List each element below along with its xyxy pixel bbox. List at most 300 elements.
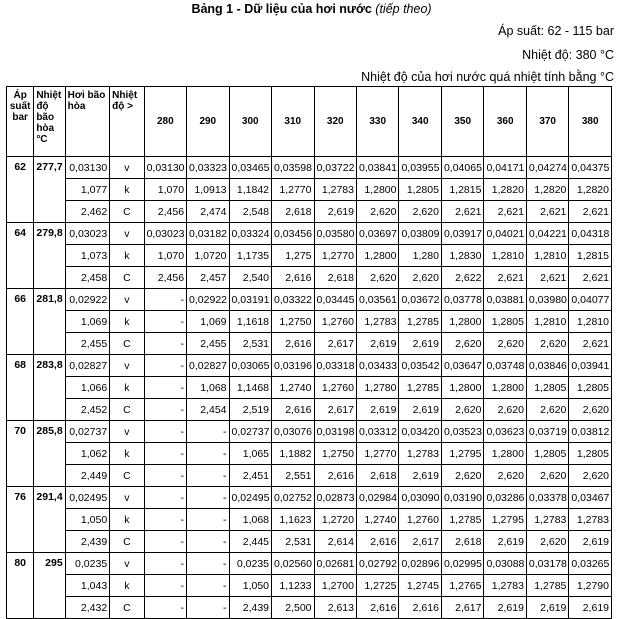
table-row: [7, 443, 612, 465]
value-cell: 0,03378: [526, 487, 568, 509]
value-cell: 2,620: [441, 333, 483, 355]
value-cell: 1,2765: [441, 575, 483, 597]
value-cell: 0,03065: [229, 355, 271, 377]
sat-steam-cell: 0,03023: [65, 223, 110, 245]
value-cell: 0,02984: [356, 487, 398, 509]
value-cell: 0,03465: [229, 157, 271, 179]
value-cell: 2,540: [229, 267, 271, 289]
value-cell: 2,619: [399, 399, 441, 421]
value-cell: 2,531: [272, 531, 314, 553]
value-cell: -: [144, 509, 186, 531]
value-cell: 2,519: [229, 399, 271, 421]
value-cell: 1,069: [187, 311, 229, 333]
value-cell: 2,445: [229, 531, 271, 553]
value-cell: 2,619: [484, 597, 526, 619]
value-cell: 0,03088: [484, 553, 526, 575]
table-title: [0, 2, 623, 16]
value-cell: 2,451: [229, 465, 271, 487]
value-cell: 0,02995: [441, 553, 483, 575]
sat-temp-cell: 295: [34, 553, 65, 619]
value-cell: 2,620: [441, 399, 483, 421]
value-cell: 0,03748: [484, 355, 526, 377]
value-cell: 2,551: [272, 465, 314, 487]
table-title-main: Bảng 1 - Dữ liệu của hơi nước: [191, 2, 372, 16]
value-cell: 1,2783: [526, 509, 568, 531]
value-cell: 1,1468: [229, 377, 271, 399]
sat-temp-cell: 281,8: [34, 289, 65, 355]
value-cell: 1,2810: [484, 245, 526, 267]
sat-temp-cell: 285,8: [34, 421, 65, 487]
value-cell: 0,03523: [441, 421, 483, 443]
value-cell: 0,04021: [484, 223, 526, 245]
value-cell: 0,02896: [399, 553, 441, 575]
sat-steam-cell: 0,03130: [65, 157, 110, 179]
sat-temp-cell: 291,4: [34, 487, 65, 553]
symbol-cell: C: [110, 399, 144, 421]
header-temp-10: 380: [569, 87, 612, 157]
value-cell: 0,03809: [399, 223, 441, 245]
table-row: [7, 575, 612, 597]
value-cell: 1,275: [272, 245, 314, 267]
symbol-cell: C: [110, 597, 144, 619]
value-cell: -: [187, 531, 229, 553]
value-cell: 0,03182: [187, 223, 229, 245]
value-cell: 0,03312: [356, 421, 398, 443]
value-cell: -: [144, 487, 186, 509]
value-cell: 2,619: [314, 201, 356, 223]
value-cell: 2,616: [399, 597, 441, 619]
value-cell: 2,614: [314, 531, 356, 553]
value-cell: -: [187, 487, 229, 509]
value-cell: 2,616: [356, 531, 398, 553]
value-cell: 0,03812: [569, 421, 612, 443]
header-temp-5: 330: [356, 87, 398, 157]
value-cell: 2,616: [272, 333, 314, 355]
value-cell: 0,03178: [526, 553, 568, 575]
value-cell: 2,619: [356, 399, 398, 421]
value-cell: 2,621: [569, 333, 612, 355]
sat-steam-cell: 0,02495: [65, 487, 110, 509]
value-cell: 1,1233: [272, 575, 314, 597]
value-cell: 1,2805: [526, 443, 568, 465]
table-row: [7, 487, 612, 509]
header-temp: Nhiệt độ >: [110, 87, 144, 157]
value-cell: 1,2785: [399, 311, 441, 333]
value-cell: 0,02873: [314, 487, 356, 509]
value-cell: 1,2810: [526, 311, 568, 333]
value-cell: -: [187, 597, 229, 619]
value-cell: 1,1618: [229, 311, 271, 333]
table-row: [7, 597, 612, 619]
value-cell: 2,621: [484, 201, 526, 223]
value-cell: 1,2795: [484, 509, 526, 531]
value-cell: 2,620: [569, 399, 612, 421]
value-cell: 1,2815: [569, 245, 612, 267]
symbol-cell: C: [110, 201, 144, 223]
value-cell: 1,2800: [356, 245, 398, 267]
pressure-cell: 76: [7, 487, 34, 553]
value-cell: 2,619: [569, 597, 612, 619]
value-cell: 1,2800: [356, 179, 398, 201]
value-cell: -: [187, 553, 229, 575]
value-cell: 0,03191: [229, 289, 271, 311]
table-row: [7, 311, 612, 333]
table-row: [7, 333, 612, 355]
sat-steam-cell: 0,02737: [65, 421, 110, 443]
value-cell: 2,619: [484, 531, 526, 553]
value-cell: 2,619: [569, 531, 612, 553]
value-cell: 2,622: [441, 267, 483, 289]
symbol-cell: k: [110, 575, 144, 597]
value-cell: 1,2785: [526, 575, 568, 597]
value-cell: 1,0913: [187, 179, 229, 201]
value-cell: 0,03623: [484, 421, 526, 443]
value-cell: 0,02737: [229, 421, 271, 443]
value-cell: 2,620: [356, 201, 398, 223]
value-cell: 0,04318: [569, 223, 612, 245]
value-cell: 1,2790: [569, 575, 612, 597]
value-cell: -: [187, 575, 229, 597]
symbol-cell: v: [110, 553, 144, 575]
value-cell: 1,2815: [441, 179, 483, 201]
value-cell: 0,04375: [569, 157, 612, 179]
value-cell: 1,2805: [399, 179, 441, 201]
sat-steam-cell: 1,050: [65, 509, 110, 531]
sat-steam-cell: 2,452: [65, 399, 110, 421]
value-cell: 0,03190: [441, 487, 483, 509]
table-row: [7, 267, 612, 289]
value-cell: 2,620: [484, 399, 526, 421]
value-cell: 1,068: [187, 377, 229, 399]
header-temp-8: 360: [484, 87, 526, 157]
sat-steam-cell: 2,458: [65, 267, 110, 289]
value-cell: 1,2800: [441, 377, 483, 399]
value-cell: 0,03778: [441, 289, 483, 311]
value-cell: 2,456: [144, 267, 186, 289]
value-cell: -: [144, 399, 186, 421]
value-cell: 1,2760: [314, 377, 356, 399]
value-cell: 0,03456: [272, 223, 314, 245]
header-sat-temp: Nhiệt độ bão hòa °C: [34, 87, 65, 157]
sat-steam-cell: 0,0235: [65, 553, 110, 575]
sat-steam-cell: 2,455: [65, 333, 110, 355]
value-cell: 1,2783: [314, 179, 356, 201]
value-cell: 0,03265: [569, 553, 612, 575]
value-cell: 0,03023: [144, 223, 186, 245]
value-cell: 2,619: [399, 465, 441, 487]
value-cell: 0,03841: [356, 157, 398, 179]
value-cell: 2,454: [187, 399, 229, 421]
value-cell: 0,03580: [314, 223, 356, 245]
value-cell: 0,03719: [526, 421, 568, 443]
value-cell: 0,02827: [187, 355, 229, 377]
value-cell: 1,0720: [187, 245, 229, 267]
value-cell: 2,456: [144, 201, 186, 223]
sat-steam-cell: 1,062: [65, 443, 110, 465]
value-cell: -: [144, 443, 186, 465]
value-cell: 0,02560: [272, 553, 314, 575]
table-row: [7, 223, 612, 245]
value-cell: -: [187, 443, 229, 465]
header-temp-9: 370: [526, 87, 568, 157]
value-cell: 1,2770: [314, 245, 356, 267]
value-cell: 2,548: [229, 201, 271, 223]
symbol-cell: k: [110, 377, 144, 399]
symbol-cell: k: [110, 509, 144, 531]
symbol-cell: v: [110, 487, 144, 509]
value-cell: 0,03955: [399, 157, 441, 179]
table-row: [7, 179, 612, 201]
value-cell: 2,618: [356, 465, 398, 487]
value-cell: 2,617: [441, 597, 483, 619]
value-cell: 1,2805: [569, 377, 612, 399]
value-cell: 0,03198: [314, 421, 356, 443]
temperature-label: Nhiệt độ: 380 °C: [522, 48, 614, 62]
value-cell: 2,620: [441, 465, 483, 487]
value-cell: 0,0235: [229, 553, 271, 575]
pressure-range: Áp suất: 62 - 115 bar: [498, 24, 614, 38]
value-cell: 1,065: [229, 443, 271, 465]
value-cell: 2,616: [272, 267, 314, 289]
value-cell: 2,616: [272, 399, 314, 421]
value-cell: 0,03286: [484, 487, 526, 509]
value-cell: 2,617: [314, 399, 356, 421]
pressure-cell: 70: [7, 421, 34, 487]
symbol-cell: k: [110, 443, 144, 465]
value-cell: -: [144, 355, 186, 377]
value-cell: 2,619: [399, 333, 441, 355]
sat-steam-cell: 0,02922: [65, 289, 110, 311]
symbol-cell: v: [110, 289, 144, 311]
value-cell: 0,03445: [314, 289, 356, 311]
value-cell: 0,03420: [399, 421, 441, 443]
value-cell: 1,2800: [484, 377, 526, 399]
sat-temp-cell: 279,8: [34, 223, 65, 289]
value-cell: 1,2720: [314, 509, 356, 531]
value-cell: 1,2805: [526, 377, 568, 399]
symbol-cell: k: [110, 245, 144, 267]
steam-data-table: [6, 86, 612, 619]
value-cell: 0,04274: [526, 157, 568, 179]
value-cell: 2,621: [569, 267, 612, 289]
value-cell: -: [144, 333, 186, 355]
value-cell: 0,03846: [526, 355, 568, 377]
value-cell: 1,2785: [441, 509, 483, 531]
table-row: [7, 289, 612, 311]
value-cell: 2,613: [314, 597, 356, 619]
value-cell: 2,620: [569, 465, 612, 487]
value-cell: 2,500: [272, 597, 314, 619]
table-row: [7, 201, 612, 223]
header-temp-1: 290: [187, 87, 229, 157]
value-cell: 0,04171: [484, 157, 526, 179]
value-cell: 1,2820: [484, 179, 526, 201]
symbol-cell: v: [110, 223, 144, 245]
value-cell: 1,2740: [356, 509, 398, 531]
pressure-cell: 64: [7, 223, 34, 289]
value-cell: 2,455: [187, 333, 229, 355]
value-cell: 1,070: [144, 245, 186, 267]
value-cell: 2,620: [399, 201, 441, 223]
value-cell: -: [144, 575, 186, 597]
sat-temp-cell: 277,7: [34, 157, 65, 223]
value-cell: -: [187, 421, 229, 443]
value-cell: 0,04065: [441, 157, 483, 179]
value-cell: -: [144, 531, 186, 553]
value-cell: 2,617: [314, 333, 356, 355]
header-temp-3: 310: [272, 87, 314, 157]
sat-steam-cell: 1,073: [65, 245, 110, 267]
header-sat-steam: Hơi bão hòa: [65, 87, 110, 157]
value-cell: 0,04077: [569, 289, 612, 311]
value-cell: 0,03318: [314, 355, 356, 377]
value-cell: 1,2783: [356, 311, 398, 333]
value-cell: 2,620: [526, 531, 568, 553]
value-cell: 1,2770: [356, 443, 398, 465]
value-cell: 2,620: [356, 267, 398, 289]
value-cell: 1,2750: [314, 443, 356, 465]
value-cell: 0,03647: [441, 355, 483, 377]
value-cell: 1,2805: [569, 443, 612, 465]
table-row: [7, 421, 612, 443]
header-temp-2: 300: [229, 87, 271, 157]
value-cell: 2,621: [484, 267, 526, 289]
value-cell: -: [144, 377, 186, 399]
superheat-note: Nhiệt độ của hơi nước quá nhiệt tính bằng °C: [361, 70, 614, 84]
value-cell: 2,620: [526, 465, 568, 487]
value-cell: -: [144, 421, 186, 443]
value-cell: 2,531: [229, 333, 271, 355]
value-cell: 2,621: [526, 267, 568, 289]
value-cell: 0,02752: [272, 487, 314, 509]
value-cell: 1,2750: [272, 311, 314, 333]
value-cell: 0,03130: [144, 157, 186, 179]
value-cell: 0,03090: [399, 487, 441, 509]
value-cell: 2,618: [441, 531, 483, 553]
sat-steam-cell: 2,439: [65, 531, 110, 553]
sat-steam-cell: 1,043: [65, 575, 110, 597]
value-cell: 2,620: [526, 399, 568, 421]
value-cell: -: [187, 509, 229, 531]
value-cell: -: [144, 597, 186, 619]
value-cell: 1,1882: [272, 443, 314, 465]
value-cell: 2,618: [314, 267, 356, 289]
table-row: [7, 553, 612, 575]
header-temp-7: 350: [441, 87, 483, 157]
value-cell: 0,03324: [229, 223, 271, 245]
table-row: [7, 509, 612, 531]
value-cell: 1,2805: [484, 311, 526, 333]
value-cell: 2,616: [314, 465, 356, 487]
value-cell: 2,474: [187, 201, 229, 223]
value-cell: 1,2783: [484, 575, 526, 597]
value-cell: 1,2785: [399, 377, 441, 399]
value-cell: 1,2770: [272, 179, 314, 201]
value-cell: 2,619: [356, 333, 398, 355]
value-cell: 1,2760: [399, 509, 441, 531]
value-cell: 1,2795: [441, 443, 483, 465]
value-cell: 1,2783: [569, 509, 612, 531]
sat-steam-cell: 2,462: [65, 201, 110, 223]
value-cell: 0,03323: [187, 157, 229, 179]
table-row: [7, 531, 612, 553]
value-cell: 0,03561: [356, 289, 398, 311]
value-cell: 0,03672: [399, 289, 441, 311]
value-cell: 0,02792: [356, 553, 398, 575]
value-cell: 1,2783: [399, 443, 441, 465]
symbol-cell: C: [110, 531, 144, 553]
value-cell: 1,2810: [526, 245, 568, 267]
value-cell: 0,03467: [569, 487, 612, 509]
symbol-cell: C: [110, 267, 144, 289]
value-cell: 0,02495: [229, 487, 271, 509]
value-cell: -: [144, 311, 186, 333]
table-row: [7, 157, 612, 179]
value-cell: 1,068: [229, 509, 271, 531]
value-cell: 0,02922: [187, 289, 229, 311]
value-cell: -: [187, 465, 229, 487]
header-row: [7, 87, 612, 157]
sat-steam-cell: 1,069: [65, 311, 110, 333]
value-cell: 1,2800: [441, 311, 483, 333]
value-cell: 1,1623: [272, 509, 314, 531]
symbol-cell: v: [110, 157, 144, 179]
value-cell: 0,03542: [399, 355, 441, 377]
symbol-cell: C: [110, 465, 144, 487]
value-cell: 1,2780: [356, 377, 398, 399]
value-cell: 0,03433: [356, 355, 398, 377]
sat-steam-cell: 0,02827: [65, 355, 110, 377]
value-cell: 0,03697: [356, 223, 398, 245]
sat-temp-cell: 283,8: [34, 355, 65, 421]
table-row: [7, 245, 612, 267]
value-cell: 0,03598: [272, 157, 314, 179]
symbol-cell: v: [110, 355, 144, 377]
value-cell: 1,2830: [441, 245, 483, 267]
symbol-cell: C: [110, 333, 144, 355]
pressure-cell: 66: [7, 289, 34, 355]
value-cell: -: [144, 465, 186, 487]
value-cell: 0,03076: [272, 421, 314, 443]
table-row: [7, 399, 612, 421]
value-cell: 1,2810: [569, 311, 612, 333]
value-cell: 2,621: [441, 201, 483, 223]
pressure-cell: 80: [7, 553, 34, 619]
symbol-cell: k: [110, 311, 144, 333]
sat-steam-cell: 1,066: [65, 377, 110, 399]
value-cell: 0,03917: [441, 223, 483, 245]
value-cell: 1,1842: [229, 179, 271, 201]
value-cell: 2,621: [569, 201, 612, 223]
value-cell: 1,1735: [229, 245, 271, 267]
value-cell: 2,620: [399, 267, 441, 289]
value-cell: 2,439: [229, 597, 271, 619]
header-temp-6: 340: [399, 87, 441, 157]
value-cell: 2,457: [187, 267, 229, 289]
table-row: [7, 355, 612, 377]
value-cell: 1,2800: [484, 443, 526, 465]
sat-steam-cell: 1,077: [65, 179, 110, 201]
value-cell: -: [144, 289, 186, 311]
value-cell: -: [144, 553, 186, 575]
value-cell: 1,2745: [399, 575, 441, 597]
value-cell: 0,03941: [569, 355, 612, 377]
symbol-cell: v: [110, 421, 144, 443]
table-row: [7, 465, 612, 487]
value-cell: 0,03322: [272, 289, 314, 311]
sat-steam-cell: 2,449: [65, 465, 110, 487]
value-cell: 0,03196: [272, 355, 314, 377]
